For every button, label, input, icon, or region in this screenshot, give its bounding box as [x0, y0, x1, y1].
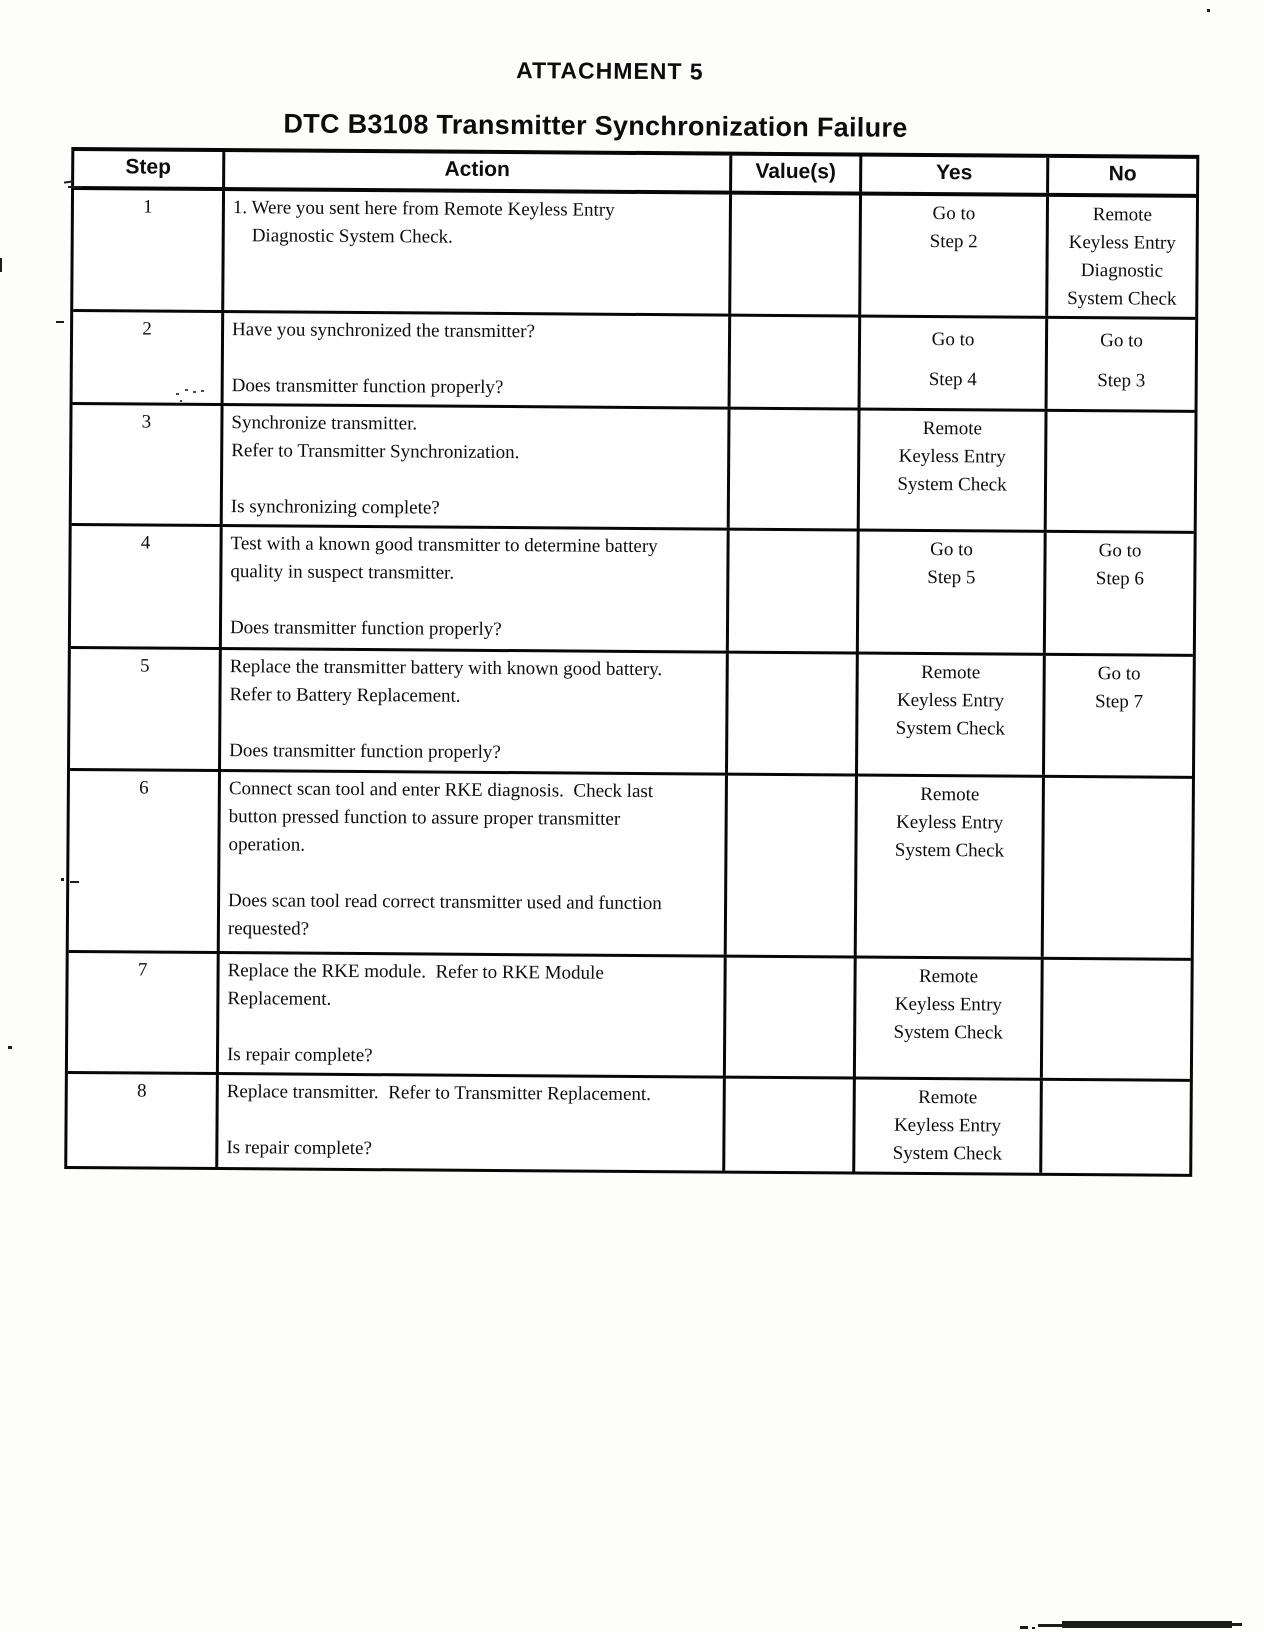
table-row — [73, 312, 1196, 413]
action-cell: Replace transmitter. Refer to Transmitter Replacement. Is repair complete? — [218, 1075, 726, 1171]
column-header-step: Step — [74, 151, 225, 187]
values-cell — [728, 654, 859, 774]
diagnostic-table — [64, 147, 1199, 1177]
values-cell — [725, 1079, 856, 1172]
column-header-no: No — [1108, 162, 1137, 186]
yes-cell: Remote Keyless Entry System Check — [855, 1079, 1043, 1172]
yes-cell: Go to Step 4 — [861, 318, 1049, 409]
yes-cell: Go to Step 5 — [859, 532, 1047, 653]
action-cell: Connect scan tool and enter RKE diagnosis. Check last button pressed function to assure proper transmitter operation. Does scan tool read correct transmitter used and function requested? — [220, 772, 728, 955]
scan-artifact — [1038, 1624, 1064, 1627]
step-cell: 8 — [67, 1074, 219, 1167]
table-row — [70, 649, 1193, 779]
step-cell: 6 — [69, 771, 221, 951]
yes-cell: Remote Keyless Entry System Check — [860, 411, 1048, 530]
values-cell — [731, 317, 862, 408]
table-row — [73, 190, 1196, 320]
step-cell: 4 — [71, 526, 223, 647]
document-content — [64, 54, 1200, 1177]
values-cell — [729, 531, 860, 652]
step-cell: 3 — [72, 405, 224, 524]
step-cell: 5 — [70, 649, 222, 769]
table-row — [68, 953, 1191, 1082]
page-title: DTC B3108 Transmitter Synchronization Failure — [283, 108, 908, 143]
scan-artifact — [68, 186, 82, 188]
no-cell — [1042, 1081, 1190, 1174]
yes-cell: Remote Keyless Entry System Check — [858, 655, 1046, 775]
scan-artifact — [176, 393, 179, 395]
table-row — [72, 405, 1195, 534]
step-cell: 1 — [73, 190, 225, 310]
values-cell — [730, 410, 861, 529]
values-cell — [731, 195, 862, 315]
table-row — [71, 526, 1194, 657]
table-row — [69, 771, 1192, 961]
no-cell: Go to Step 7 — [1094, 663, 1144, 713]
scan-artifact — [180, 400, 182, 402]
scan-artifact — [56, 321, 64, 323]
yes-cell: Go to Step 2 — [861, 196, 1049, 316]
scan-artifact — [201, 390, 204, 392]
attachment-heading: ATTACHMENT 5 — [516, 57, 704, 85]
action-cell: Replace the transmitter battery with known good battery. Refer to Battery Replacement. Does transmitter function properly? — [221, 650, 729, 773]
scan-artifact — [70, 881, 79, 883]
scan-artifact — [193, 391, 196, 393]
no-cell: Go to Step 3 — [1097, 330, 1146, 392]
scan-artifact — [1230, 1623, 1242, 1626]
column-header-yes: Yes — [862, 157, 1049, 193]
scan-artifact — [8, 1046, 12, 1049]
values-cell — [727, 776, 858, 956]
table-row — [67, 1074, 1190, 1174]
values-cell — [726, 958, 857, 1077]
no-cell — [1043, 960, 1191, 1079]
action-cell: 1. Were you sent here from Remote Keyless Entry Diagnostic System Check. — [224, 191, 732, 314]
no-cell: Remote Keyless Entry Diagnostic System Check — [1067, 204, 1177, 310]
scan-artifact — [1207, 9, 1210, 12]
scan-artifact — [1032, 1627, 1035, 1629]
action-cell: Test with a known good transmitter to determine battery quality in suspect transmitter. Does transmitter function properly? — [222, 527, 730, 651]
column-header-action: Action — [225, 152, 732, 191]
yes-cell: Remote Keyless Entry System Check — [857, 777, 1045, 957]
action-cell: Replace the RKE module. Refer to RKE Module Replacement. Is repair complete? — [219, 954, 727, 1076]
no-cell — [1044, 778, 1192, 958]
step-cell: 2 — [73, 312, 225, 403]
yes-cell: Remote Keyless Entry System Check — [856, 959, 1044, 1078]
scan-artifact — [185, 389, 188, 391]
column-header-values: Value(s) — [732, 156, 862, 192]
action-cell: Have you synchronized the transmitter? Does transmitter function properly? — [224, 313, 732, 407]
no-cell: Go to Step 6 — [1095, 540, 1144, 590]
scan-artifact — [1062, 1621, 1232, 1628]
scan-artifact — [61, 878, 64, 881]
no-cell — [1047, 412, 1195, 531]
action-cell: Synchronize transmitter. Refer to Transmitter Synchronization. Is synchronizing complete? — [223, 406, 731, 528]
step-cell: 7 — [68, 953, 220, 1072]
scan-artifact — [1020, 1626, 1028, 1629]
scan-artifact — [0, 258, 2, 272]
